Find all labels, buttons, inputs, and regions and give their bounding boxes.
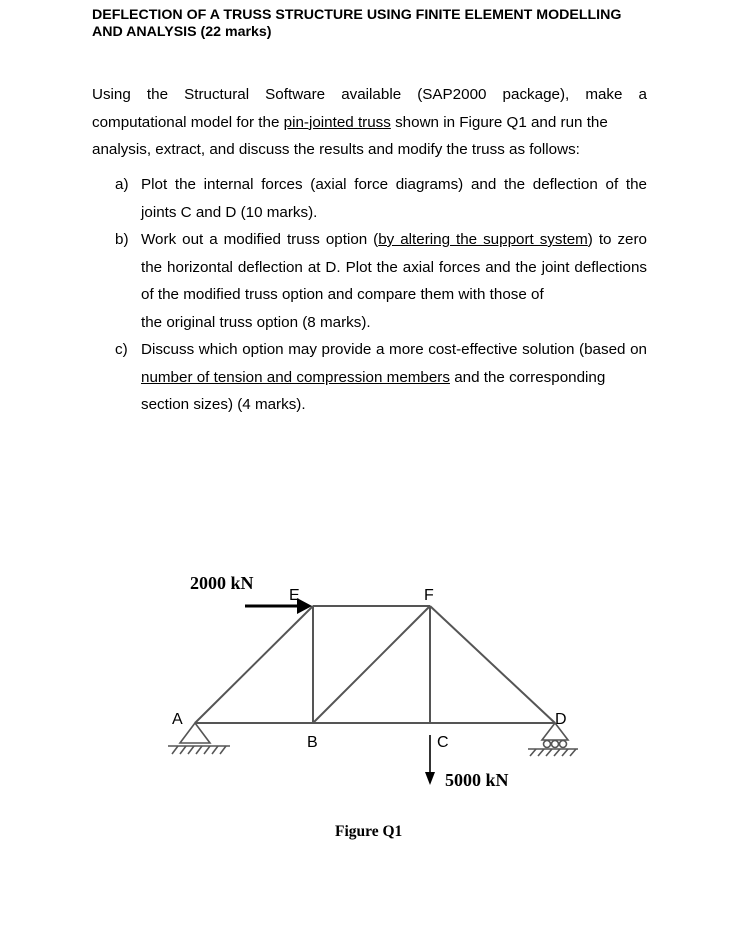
intro-text-1: Using the Structural Software available (SAP2000 package), make a computational model for the xyxy=(92,86,647,131)
load-label-left: 2000 kN xyxy=(190,573,254,593)
task-label-a: a) xyxy=(115,176,129,193)
load-arrow-vertical xyxy=(425,735,435,785)
node-labels xyxy=(172,587,567,751)
figure-caption: Figure Q1 xyxy=(335,823,403,840)
task-text-b-last: the original truss option (8 marks). xyxy=(141,313,371,331)
intro-text-2: shown in Figure Q1 and run the xyxy=(390,113,608,131)
task-underlined-c: number of tension and compression members xyxy=(141,368,450,386)
load-arrow-horizontal xyxy=(245,598,312,614)
title-line-1: DEFLECTION OF A TRUSS STRUCTURE USING FINITE ELEMENT MODELLING xyxy=(92,7,622,23)
task-text-c-last: section sizes) (4 marks). xyxy=(141,396,306,413)
title-line-2: AND ANALYSIS (22 marks) xyxy=(92,24,272,40)
node-label-e: E xyxy=(289,587,300,604)
node-label-d: D xyxy=(555,711,567,728)
node-label-c: C xyxy=(437,734,449,751)
roller-support-d xyxy=(528,723,578,756)
task-text-b-2: ) to zero the horizontal deflection at D. Plot the axial forces and the joint deflections of the modified truss option and compare them with those of xyxy=(141,231,647,303)
truss-members xyxy=(195,606,555,723)
task-text-a: Plot the internal forces (axial force diagrams) and the deflection of the joints C and D (10 marks). xyxy=(141,176,647,221)
node-label-f: F xyxy=(424,587,434,604)
task-text-c-2: and the corresponding xyxy=(449,368,606,386)
task-underlined-b: by altering the support system xyxy=(378,231,588,248)
member-fd xyxy=(430,606,555,723)
intro-last-line: analysis, extract, and discuss the results and modify the truss as follows: xyxy=(92,141,580,158)
member-bf xyxy=(313,606,430,723)
load-label-bottom: 5000 kN xyxy=(445,770,509,790)
task-text-c-1: Discuss which option may provide a more cost-effective solution (based on xyxy=(141,341,647,358)
member-ae xyxy=(195,606,313,723)
task-label-b: b) xyxy=(115,231,129,248)
node-label-b: B xyxy=(307,734,318,751)
node-label-a: A xyxy=(172,711,183,728)
task-text-b-1: Work out a modified truss option ( xyxy=(141,231,379,248)
intro-underlined-term: pin-jointed truss xyxy=(283,113,391,131)
task-label-c: c) xyxy=(115,341,128,358)
